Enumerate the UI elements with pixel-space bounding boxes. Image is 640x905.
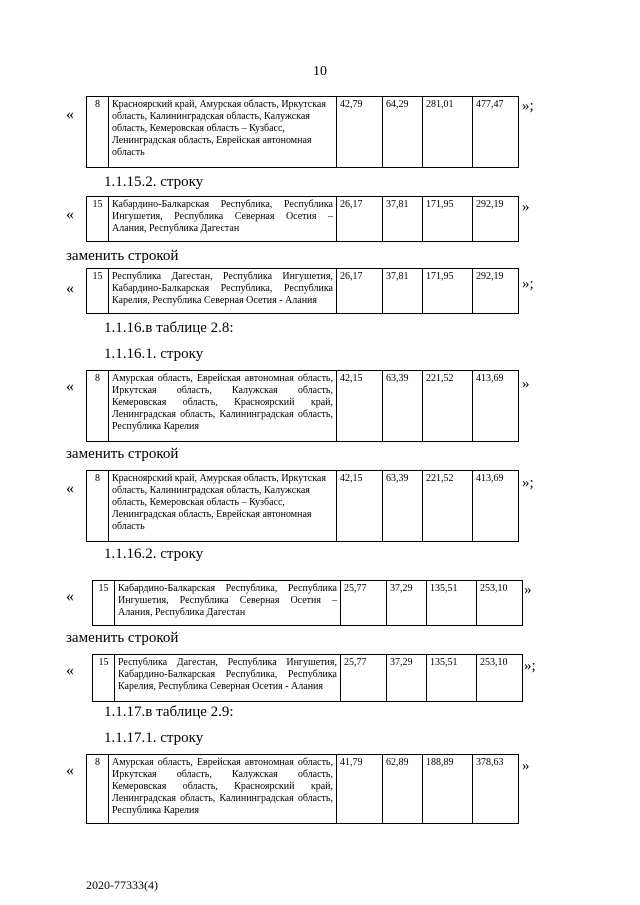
section-heading: заменить строкой: [66, 446, 179, 462]
region-list: Амурская область, Еврейская автономная область, Иркутская область, Калужская область, Кемеровская область, Красноярский край, Ленинградская область, Калининградская область, Республика Карелия: [109, 371, 337, 442]
table-row-block: [86, 268, 519, 314]
region-list: Республика Дагестан, Республика Ингушетия, Кабардино-Балкарская Республика, Республика Карелия, Республика Северная Осетия - Алания: [115, 655, 341, 702]
row-number: 8: [87, 471, 109, 542]
section-heading: заменить строкой: [66, 248, 179, 264]
close-quote: »;: [522, 475, 534, 491]
row-number: 8: [87, 97, 109, 168]
value-2: 37,29: [387, 581, 427, 626]
value-2: 64,29: [383, 97, 423, 168]
document-id: 2020-77333(4): [86, 878, 158, 892]
section-heading: 1.1.16.1. строку: [104, 346, 204, 362]
row-number: 15: [93, 655, 115, 702]
value-3: 171,95: [423, 197, 473, 242]
region-list: Красноярский край, Амурская область, Иркутская область, Калининградская область, Калужская область, Кемеровская область – Кузбасс, Ленинградская область, Еврейская автономная область: [109, 97, 337, 168]
value-3: 221,52: [423, 471, 473, 542]
section-heading: 1.1.17.1. строку: [104, 730, 204, 746]
close-quote: »: [522, 376, 530, 392]
value-2: 63,39: [383, 371, 423, 442]
value-3: 171,95: [423, 269, 473, 314]
value-2: 63,39: [383, 471, 423, 542]
value-1: 26,17: [337, 269, 383, 314]
value-4: 378,63: [473, 755, 519, 824]
open-quote: «: [66, 378, 74, 395]
region-list: Кабардино-Балкарская Республика, Республика Ингушетия, Республика Северная Осетия – Алания, Республика Дагестан: [115, 581, 341, 626]
section-heading: 1.1.15.2. строку: [104, 174, 204, 190]
page-number: 10: [313, 64, 327, 79]
value-4: 413,69: [473, 471, 519, 542]
value-2: 37,81: [383, 197, 423, 242]
open-quote: «: [66, 280, 74, 297]
close-quote: »: [524, 582, 532, 598]
value-1: 42,15: [337, 371, 383, 442]
value-3: 135,51: [427, 655, 477, 702]
section-heading: 1.1.16.2. строку: [104, 546, 204, 562]
value-1: 42,15: [337, 471, 383, 542]
close-quote: »;: [522, 98, 534, 114]
table-row-block: [86, 470, 519, 542]
region-list: Республика Дагестан, Республика Ингушетия, Кабардино-Балкарская Республика, Республика Карелия, Республика Северная Осетия - Алания: [109, 269, 337, 314]
close-quote: »: [522, 199, 530, 215]
table-row-block: [86, 96, 519, 168]
row-number: 8: [87, 755, 109, 824]
table-row-block: [92, 654, 523, 702]
value-2: 37,29: [387, 655, 427, 702]
table-row-block: [86, 196, 519, 242]
value-1: 25,77: [341, 655, 387, 702]
table-row-block: [86, 370, 519, 442]
region-list: Кабардино-Балкарская Республика, Республика Ингушетия, Республика Северная Осетия – Алания, Республика Дагестан: [109, 197, 337, 242]
value-1: 25,77: [341, 581, 387, 626]
section-heading: 1.1.17.в таблице 2.9:: [104, 704, 234, 720]
open-quote: «: [66, 762, 74, 779]
table-row-block: [86, 754, 519, 824]
table-row-block: [92, 580, 523, 626]
open-quote: «: [66, 588, 74, 605]
value-1: 26,17: [337, 197, 383, 242]
row-number: 15: [87, 269, 109, 314]
section-heading: 1.1.16.в таблице 2.8:: [104, 320, 234, 336]
row-number: 15: [87, 197, 109, 242]
value-2: 62,89: [383, 755, 423, 824]
value-3: 135,51: [427, 581, 477, 626]
value-4: 292,19: [473, 197, 519, 242]
region-list: Амурская область, Еврейская автономная область, Иркутская область, Калужская область, Кемеровская область, Красноярский край, Ленинградская область, Калининградская область, Республика Карелия: [109, 755, 337, 824]
row-number: 15: [93, 581, 115, 626]
section-heading: заменить строкой: [66, 630, 179, 646]
open-quote: «: [66, 480, 74, 497]
value-4: 292,19: [473, 269, 519, 314]
close-quote: »;: [524, 658, 536, 674]
open-quote: «: [66, 106, 74, 123]
value-3: 281,01: [423, 97, 473, 168]
close-quote: »: [522, 758, 530, 774]
value-3: 188,89: [423, 755, 473, 824]
value-1: 41,79: [337, 755, 383, 824]
region-list: Красноярский край, Амурская область, Иркутская область, Калининградская область, Калужская область, Кемеровская область – Кузбасс, Ленинградская область, Еврейская автономная область: [109, 471, 337, 542]
value-3: 221,52: [423, 371, 473, 442]
row-number: 8: [87, 371, 109, 442]
value-4: 253,10: [477, 655, 523, 702]
open-quote: «: [66, 662, 74, 679]
value-1: 42,79: [337, 97, 383, 168]
value-4: 253,10: [477, 581, 523, 626]
value-4: 477,47: [473, 97, 519, 168]
close-quote: »;: [522, 276, 534, 292]
open-quote: «: [66, 206, 74, 223]
value-2: 37,81: [383, 269, 423, 314]
value-4: 413,69: [473, 371, 519, 442]
